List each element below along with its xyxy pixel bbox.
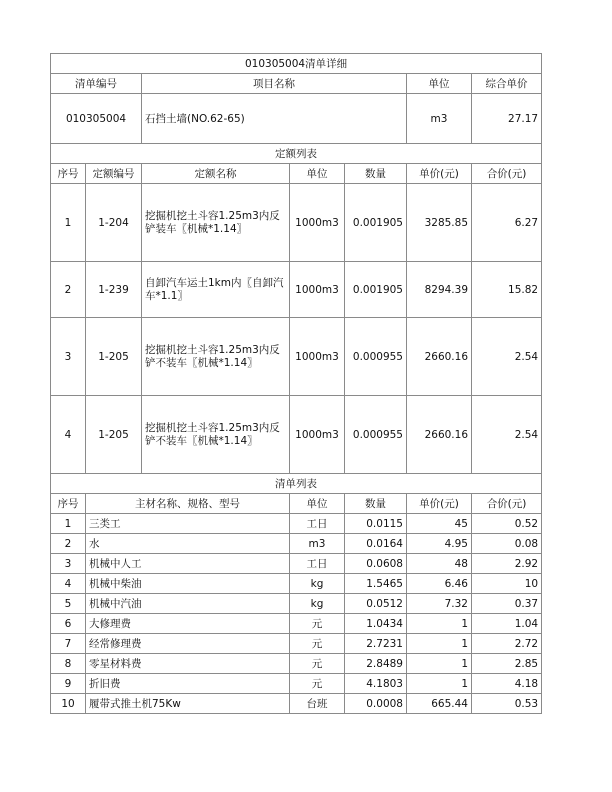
summary-unit: m3 <box>407 94 472 144</box>
quota-no: 3 <box>51 318 86 396</box>
quota-total: 6.27 <box>472 184 542 262</box>
material-total: 2.92 <box>472 554 542 574</box>
material-no: 1 <box>51 514 86 534</box>
quota-qty: 0.001905 <box>345 262 407 318</box>
quota-unit: 1000m3 <box>290 396 345 474</box>
material-qty: 0.0608 <box>345 554 407 574</box>
summary-code: 010305004 <box>51 94 142 144</box>
material-price: 6.46 <box>407 574 472 594</box>
material-name: 机械中汽油 <box>86 594 290 614</box>
material-price: 45 <box>407 514 472 534</box>
material-row <box>51 654 542 674</box>
material-name: 三类工 <box>86 514 290 534</box>
material-total: 1.04 <box>472 614 542 634</box>
quota-unit: 1000m3 <box>290 262 345 318</box>
quota-no: 2 <box>51 262 86 318</box>
material-price: 48 <box>407 554 472 574</box>
table-title: 010305004清单详细 <box>51 54 542 74</box>
material-row <box>51 534 542 554</box>
materials-header: 单价(元) <box>407 494 472 514</box>
material-row <box>51 614 542 634</box>
material-name: 零星材料费 <box>86 654 290 674</box>
quota-row <box>51 184 542 262</box>
summary-name: 石挡土墙(NO.62-65) <box>142 94 407 144</box>
quota-name: 挖掘机挖土斗容1.25m3内反铲不装车〖机械*1.14〗 <box>142 318 290 396</box>
material-total: 0.37 <box>472 594 542 614</box>
material-qty: 0.0115 <box>345 514 407 534</box>
material-no: 9 <box>51 674 86 694</box>
quota-total: 15.82 <box>472 262 542 318</box>
material-no: 10 <box>51 694 86 714</box>
material-price: 1 <box>407 634 472 654</box>
summary-header-name: 项目名称 <box>142 74 407 94</box>
quota-unit: 1000m3 <box>290 318 345 396</box>
quota-no: 1 <box>51 184 86 262</box>
material-unit: m3 <box>290 534 345 554</box>
material-no: 8 <box>51 654 86 674</box>
quota-no: 4 <box>51 396 86 474</box>
material-no: 3 <box>51 554 86 574</box>
quota-header: 合价(元) <box>472 164 542 184</box>
material-unit: kg <box>290 574 345 594</box>
material-name: 经常修理费 <box>86 634 290 654</box>
material-qty: 0.0164 <box>345 534 407 554</box>
material-total: 10 <box>472 574 542 594</box>
material-unit: 元 <box>290 674 345 694</box>
quota-total: 2.54 <box>472 396 542 474</box>
material-qty: 2.7231 <box>345 634 407 654</box>
material-name: 水 <box>86 534 290 554</box>
quota-header: 定额名称 <box>142 164 290 184</box>
summary-header-code: 清单编号 <box>51 74 142 94</box>
material-name: 履带式推土机75Kw <box>86 694 290 714</box>
material-total: 0.08 <box>472 534 542 554</box>
quota-row <box>51 396 542 474</box>
quota-row <box>51 262 542 318</box>
material-price: 7.32 <box>407 594 472 614</box>
materials-header: 合价(元) <box>472 494 542 514</box>
material-qty: 4.1803 <box>345 674 407 694</box>
materials-section-title: 清单列表 <box>51 474 542 494</box>
quota-total: 2.54 <box>472 318 542 396</box>
material-qty: 1.0434 <box>345 614 407 634</box>
material-unit: 元 <box>290 654 345 674</box>
material-no: 4 <box>51 574 86 594</box>
quota-code: 1-204 <box>86 184 142 262</box>
material-no: 5 <box>51 594 86 614</box>
material-row <box>51 514 542 534</box>
material-total: 0.53 <box>472 694 542 714</box>
material-row <box>51 574 542 594</box>
material-row <box>51 554 542 574</box>
material-price: 4.95 <box>407 534 472 554</box>
material-unit: 工日 <box>290 514 345 534</box>
summary-header-unit: 单位 <box>407 74 472 94</box>
material-unit: 台班 <box>290 694 345 714</box>
materials-header: 数量 <box>345 494 407 514</box>
quota-price: 2660.16 <box>407 318 472 396</box>
material-total: 4.18 <box>472 674 542 694</box>
material-row <box>51 674 542 694</box>
quota-header: 数量 <box>345 164 407 184</box>
quota-unit: 1000m3 <box>290 184 345 262</box>
materials-header: 主材名称、规格、型号 <box>86 494 290 514</box>
material-row <box>51 634 542 654</box>
material-name: 机械中柴油 <box>86 574 290 594</box>
material-price: 665.44 <box>407 694 472 714</box>
quota-name: 挖掘机挖土斗容1.25m3内反铲装车〖机械*1.14〗 <box>142 184 290 262</box>
material-qty: 1.5465 <box>345 574 407 594</box>
quota-qty: 0.001905 <box>345 184 407 262</box>
summary-header-price: 综合单价 <box>472 74 542 94</box>
quota-header: 单价(元) <box>407 164 472 184</box>
quota-code: 1-205 <box>86 318 142 396</box>
material-price: 1 <box>407 654 472 674</box>
quota-name: 挖掘机挖土斗容1.25m3内反铲不装车〖机械*1.14〗 <box>142 396 290 474</box>
material-row <box>51 594 542 614</box>
quota-header: 序号 <box>51 164 86 184</box>
material-no: 2 <box>51 534 86 554</box>
material-qty: 0.0008 <box>345 694 407 714</box>
material-no: 7 <box>51 634 86 654</box>
material-unit: 工日 <box>290 554 345 574</box>
material-no: 6 <box>51 614 86 634</box>
summary-price: 27.17 <box>472 94 542 144</box>
material-qty: 2.8489 <box>345 654 407 674</box>
material-name: 机械中人工 <box>86 554 290 574</box>
quota-name: 自卸汽车运土1km内〖自卸汽车*1.1〗 <box>142 262 290 318</box>
quota-qty: 0.000955 <box>345 318 407 396</box>
quota-header: 定额编号 <box>86 164 142 184</box>
bill-detail-table <box>50 53 542 714</box>
materials-header: 单位 <box>290 494 345 514</box>
material-total: 2.85 <box>472 654 542 674</box>
quota-row <box>51 318 542 396</box>
quota-price: 8294.39 <box>407 262 472 318</box>
material-price: 1 <box>407 674 472 694</box>
quota-section-title: 定额列表 <box>51 144 542 164</box>
quota-header: 单位 <box>290 164 345 184</box>
quota-price: 2660.16 <box>407 396 472 474</box>
material-name: 大修理费 <box>86 614 290 634</box>
material-qty: 0.0512 <box>345 594 407 614</box>
quota-qty: 0.000955 <box>345 396 407 474</box>
material-unit: 元 <box>290 634 345 654</box>
materials-header: 序号 <box>51 494 86 514</box>
material-unit: kg <box>290 594 345 614</box>
material-row <box>51 694 542 714</box>
quota-price: 3285.85 <box>407 184 472 262</box>
material-total: 0.52 <box>472 514 542 534</box>
material-unit: 元 <box>290 614 345 634</box>
quota-code: 1-205 <box>86 396 142 474</box>
material-total: 2.72 <box>472 634 542 654</box>
material-price: 1 <box>407 614 472 634</box>
material-name: 折旧费 <box>86 674 290 694</box>
quota-code: 1-239 <box>86 262 142 318</box>
